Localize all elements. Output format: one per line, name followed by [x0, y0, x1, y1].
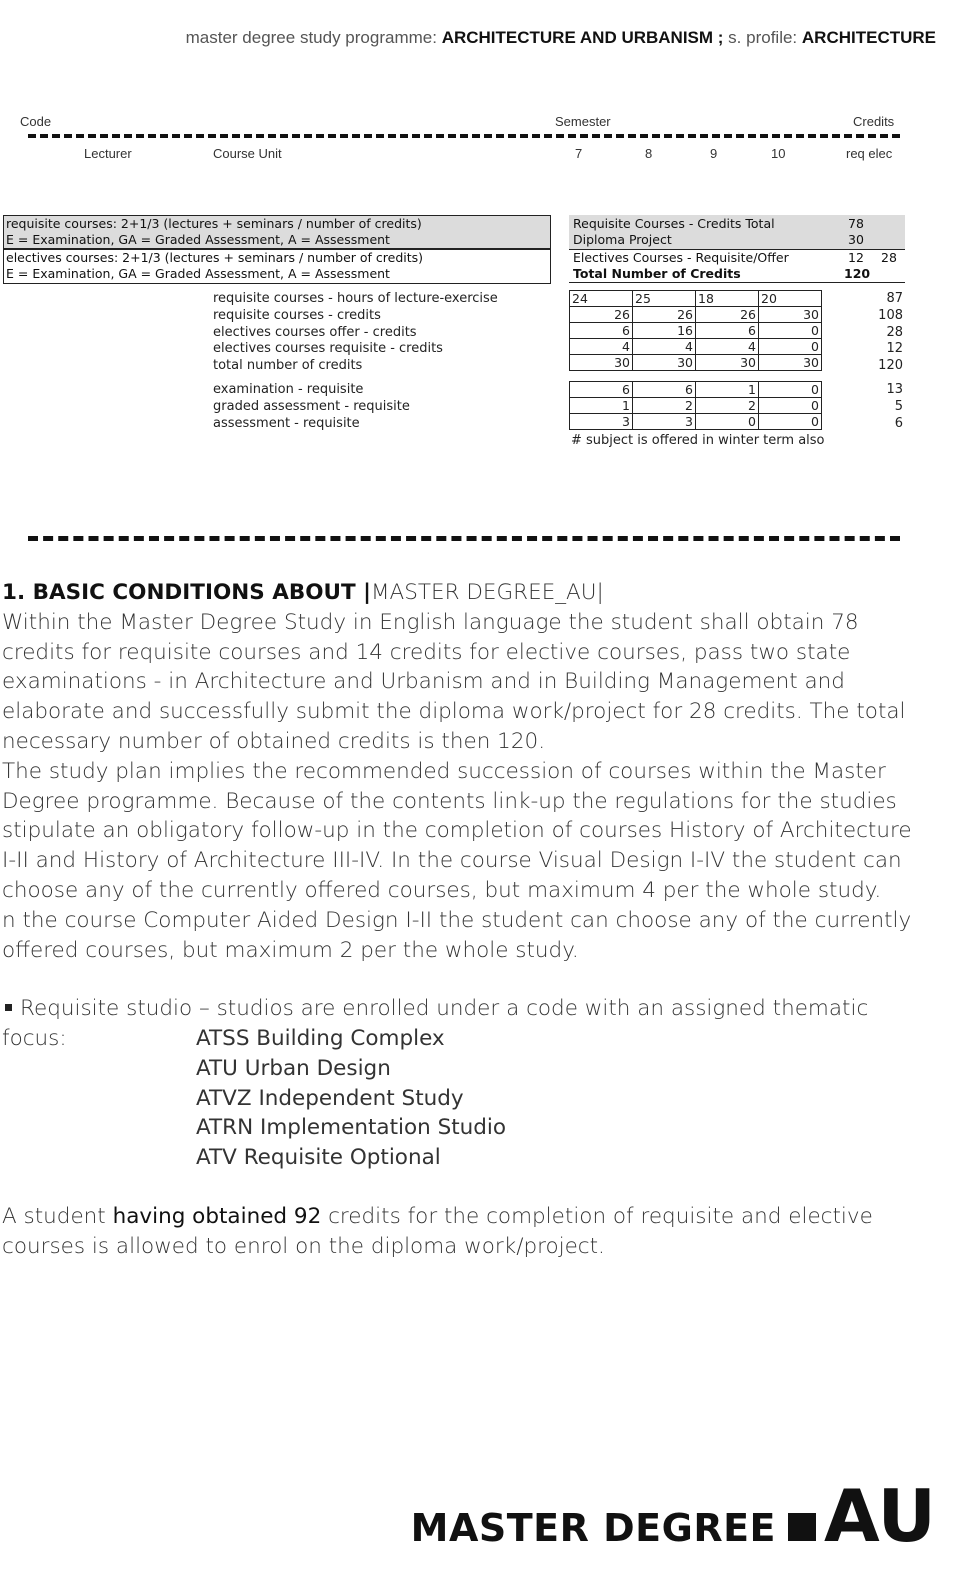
col-sem8: 8 — [645, 146, 653, 161]
header-profile-prefix: s. profile: — [728, 28, 798, 47]
stat-label: graded assessment - requisite — [213, 399, 410, 414]
final-post: credits for the completion of requisite and elective courses is allowed to enrol on the diploma work/project. — [2, 1204, 873, 1259]
stat-total: 87 — [886, 291, 903, 306]
legend-line-2: E = Examination, GA = Graded Assessment, A = Assessment — [6, 232, 390, 247]
studio-item: ATRN Implementation Studio — [196, 1115, 507, 1140]
summary-label-0: Requisite Courses - Credits Total — [573, 216, 775, 231]
paragraph: Within the Master Degree Study in English language the student shall obtain 78 credits for requisite courses and 14 credits for elective courses, pass two state examinations - in Architecture and Urbanism and in Building Management and elaborate and successfully submit the diploma work/project for 28 credits. The total necessary number of obtained credits is then 120. — [2, 609, 906, 754]
table-cell: 1 — [696, 382, 759, 398]
section-heading-light: MASTER DEGREE_AU| — [370, 580, 604, 605]
stats-table-2 — [569, 381, 822, 430]
table-cell: 20 — [759, 291, 822, 307]
col-lecturer: Lecturer — [84, 146, 132, 161]
table-row — [570, 382, 822, 398]
studio-item: ATV Requisite Optional — [196, 1145, 441, 1170]
studio-item: ATSS Building Complex — [196, 1026, 445, 1051]
col-semester: Semester — [555, 114, 611, 129]
stat-total: 120 — [878, 358, 903, 373]
programme-header — [186, 28, 936, 48]
table-row — [570, 339, 822, 355]
col-sem10: 10 — [771, 146, 786, 161]
footer-label: MASTER DEGREE — [410, 1506, 777, 1550]
paragraph: The study plan implies the recommended succession of courses within the Master Degree programme. Because of the contents link-up the regulations for the studies stipulate an obligatory follow-up in the completion of courses History of Architecture I-II and History of Architecture III-IV. In the course Visual Design I-IV the student can choose any of the currently offered courses, but maximum 4 per the whole study. — [2, 758, 912, 903]
studio-item: ATVZ Independent Study — [196, 1086, 464, 1111]
table-row — [570, 398, 822, 414]
studio-item: ATU Urban Design — [196, 1056, 391, 1081]
table-cell: 30 — [696, 355, 759, 371]
col-sem7: 7 — [575, 146, 583, 161]
table-row — [570, 291, 822, 307]
table-cell: 2 — [696, 398, 759, 414]
table-row — [570, 323, 822, 339]
stat-label: electives courses requisite - credits — [213, 341, 443, 356]
table-cell: 0 — [759, 398, 822, 414]
table-cell: 24 — [570, 291, 633, 307]
summary-req-0: 78 — [848, 216, 864, 231]
table-cell: 30 — [633, 355, 696, 371]
table-cell: 3 — [633, 414, 696, 430]
header-prefix: master degree study programme: — [185, 28, 437, 47]
stat-label: assessment - requisite — [213, 416, 360, 431]
final-bold: having obtained 92 — [112, 1204, 322, 1229]
table-cell: 25 — [633, 291, 696, 307]
col-code: Code — [20, 114, 52, 129]
stat-total: 5 — [894, 399, 903, 414]
table-cell: 0 — [759, 382, 822, 398]
summary-req-3: 120 — [844, 266, 871, 281]
header-programme: ARCHITECTURE AND URBANISM ; — [441, 28, 724, 47]
header-profile: ARCHITECTURE — [801, 28, 936, 47]
legend-line-1: requisite courses: 2+1/3 (lectures + seminars / number of credits) — [6, 216, 422, 231]
stat-label: requisite courses - hours of lecture-exercise — [213, 291, 498, 306]
table-cell: 26 — [696, 307, 759, 323]
section-divider — [28, 536, 900, 541]
footer-code: AU — [824, 1474, 936, 1558]
table-cell: 30 — [759, 355, 822, 371]
table-cell: 6 — [570, 382, 633, 398]
basic-conditions-section — [2, 578, 922, 965]
table-row — [570, 355, 822, 371]
winter-term-note: # subject is offered in winter term also — [571, 433, 825, 448]
bullet-icon — [5, 1004, 12, 1011]
table-cell: 4 — [633, 339, 696, 355]
summary-label-2: Electives Courses - Requisite/Offer — [573, 250, 789, 265]
section-heading-bold: 1. BASIC CONDITIONS ABOUT | — [2, 580, 371, 605]
summary-req-2: 12 — [848, 250, 864, 265]
square-icon — [788, 1513, 816, 1541]
table-cell: 30 — [759, 307, 822, 323]
table-cell: 6 — [696, 323, 759, 339]
stat-label: total number of credits — [213, 358, 363, 373]
table-cell: 0 — [759, 323, 822, 339]
studio-bullet — [2, 994, 922, 1054]
table-cell: 1 — [570, 398, 633, 414]
table-cell: 4 — [570, 339, 633, 355]
paragraph: n the course Computer Aided Design I-II the student can choose any of the currently offered courses, but maximum 2 per the whole study. — [2, 907, 912, 963]
legend-line-4: E = Examination, GA = Graded Assessment, A = Assessment — [6, 266, 390, 281]
stat-total: 12 — [886, 341, 903, 356]
stat-label: requisite courses - credits — [213, 308, 381, 323]
col-course-unit: Course Unit — [213, 146, 282, 161]
stats-table-1 — [569, 290, 822, 371]
table-cell: 3 — [570, 414, 633, 430]
stat-label: electives courses offer - credits — [213, 325, 417, 340]
table-cell: 16 — [633, 323, 696, 339]
stat-total: 108 — [878, 308, 903, 323]
credits-summary-bottom — [569, 282, 905, 283]
stat-total: 13 — [886, 382, 903, 397]
final-paragraph — [2, 1202, 922, 1262]
summary-elec-2: 28 — [881, 250, 897, 265]
table-cell: 0 — [759, 414, 822, 430]
table-cell: 26 — [570, 307, 633, 323]
footer-brand — [410, 1474, 936, 1558]
summary-label-1: Diploma Project — [573, 232, 672, 247]
table-cell: 26 — [633, 307, 696, 323]
col-req-elec: req elec — [846, 146, 893, 161]
table-row — [570, 307, 822, 323]
stat-total: 28 — [886, 325, 903, 340]
stat-total: 6 — [894, 416, 903, 431]
table-cell: 0 — [696, 414, 759, 430]
table-cell: 30 — [570, 355, 633, 371]
legend-line-3: electives courses: 2+1/3 (lectures + seminars / number of credits) — [6, 250, 424, 265]
col-credits: Credits — [853, 114, 895, 129]
section-heading — [2, 578, 922, 608]
final-pre: A student — [2, 1204, 113, 1229]
table-cell: 0 — [759, 339, 822, 355]
table-cell: 18 — [696, 291, 759, 307]
table-cell: 6 — [570, 323, 633, 339]
stat-label: examination - requisite — [213, 382, 364, 397]
table-cell: 6 — [633, 382, 696, 398]
header-divider — [28, 134, 900, 138]
bullet-text: Requisite studio – studios are enrolled under a code with an assigned thematic focus: — [2, 996, 869, 1051]
summary-req-1: 30 — [848, 232, 864, 247]
table-cell: 4 — [696, 339, 759, 355]
table-row — [570, 414, 822, 430]
table-cell: 2 — [633, 398, 696, 414]
col-sem9: 9 — [710, 146, 718, 161]
summary-label-3: Total Number of Credits — [573, 266, 741, 281]
